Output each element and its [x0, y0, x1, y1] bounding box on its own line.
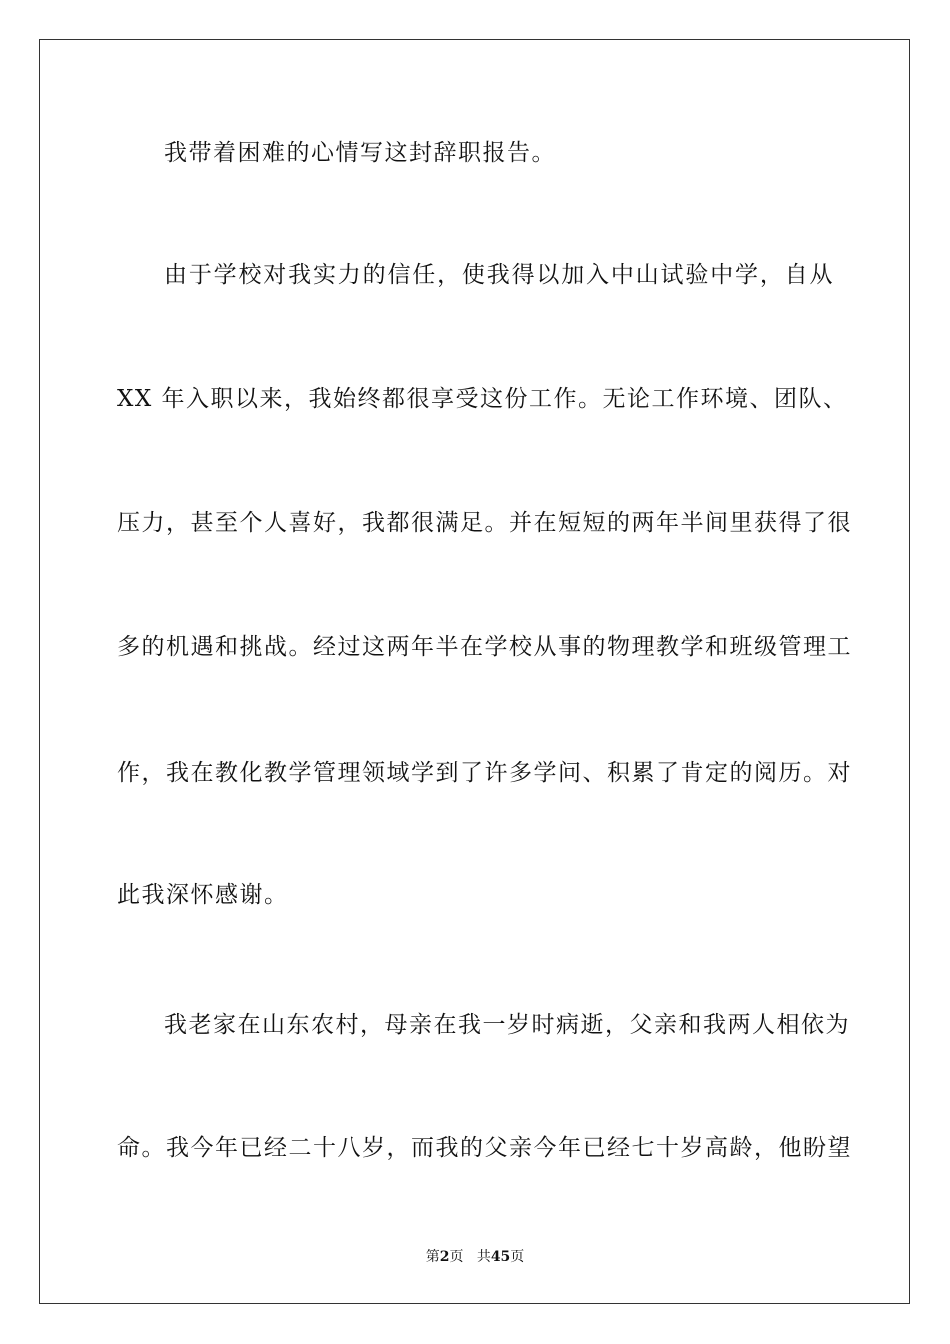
paragraph-line-4: 压力，甚至个人喜好，我都很满足。并在短短的两年半间里获得了很	[117, 510, 852, 536]
footer-total-suffix: 页	[510, 1249, 525, 1265]
paragraph-line-5: 多的机遇和挑战。经过这两年半在学校从事的物理教学和班级管理工	[117, 634, 852, 660]
page-footer	[0, 1248, 950, 1266]
paragraph-line-8: 我老家在山东农村，母亲在我一岁时病逝，父亲和我两人相依为	[164, 1012, 850, 1038]
footer-page-prefix: 第	[425, 1249, 440, 1265]
paragraph-line-2: 由于学校对我实力的信任，使我得以加入中山试验中学，自从	[164, 262, 834, 288]
paragraph-line-6: 作，我在教化教学管理领域学到了许多学问、积累了肯定的阅历。对	[117, 760, 852, 786]
footer-total-prefix: 共	[476, 1249, 491, 1265]
paragraph-line-7: 此我深怀感谢。	[117, 882, 289, 908]
paragraph-line-1: 我带着困难的心情写这封辞职报告。	[164, 140, 556, 166]
footer-page-suffix: 页	[449, 1249, 464, 1265]
paragraph-line-3: XX 年入职以来，我始终都很享受这份工作。无论工作环境、团队、	[117, 386, 848, 412]
footer-total-pages: 45	[490, 1249, 511, 1265]
page-border	[39, 39, 910, 1304]
footer-page-number: 2	[439, 1249, 450, 1265]
paragraph-line-9: 命。我今年已经二十八岁，而我的父亲今年已经七十岁高龄，他盼望	[117, 1135, 852, 1161]
